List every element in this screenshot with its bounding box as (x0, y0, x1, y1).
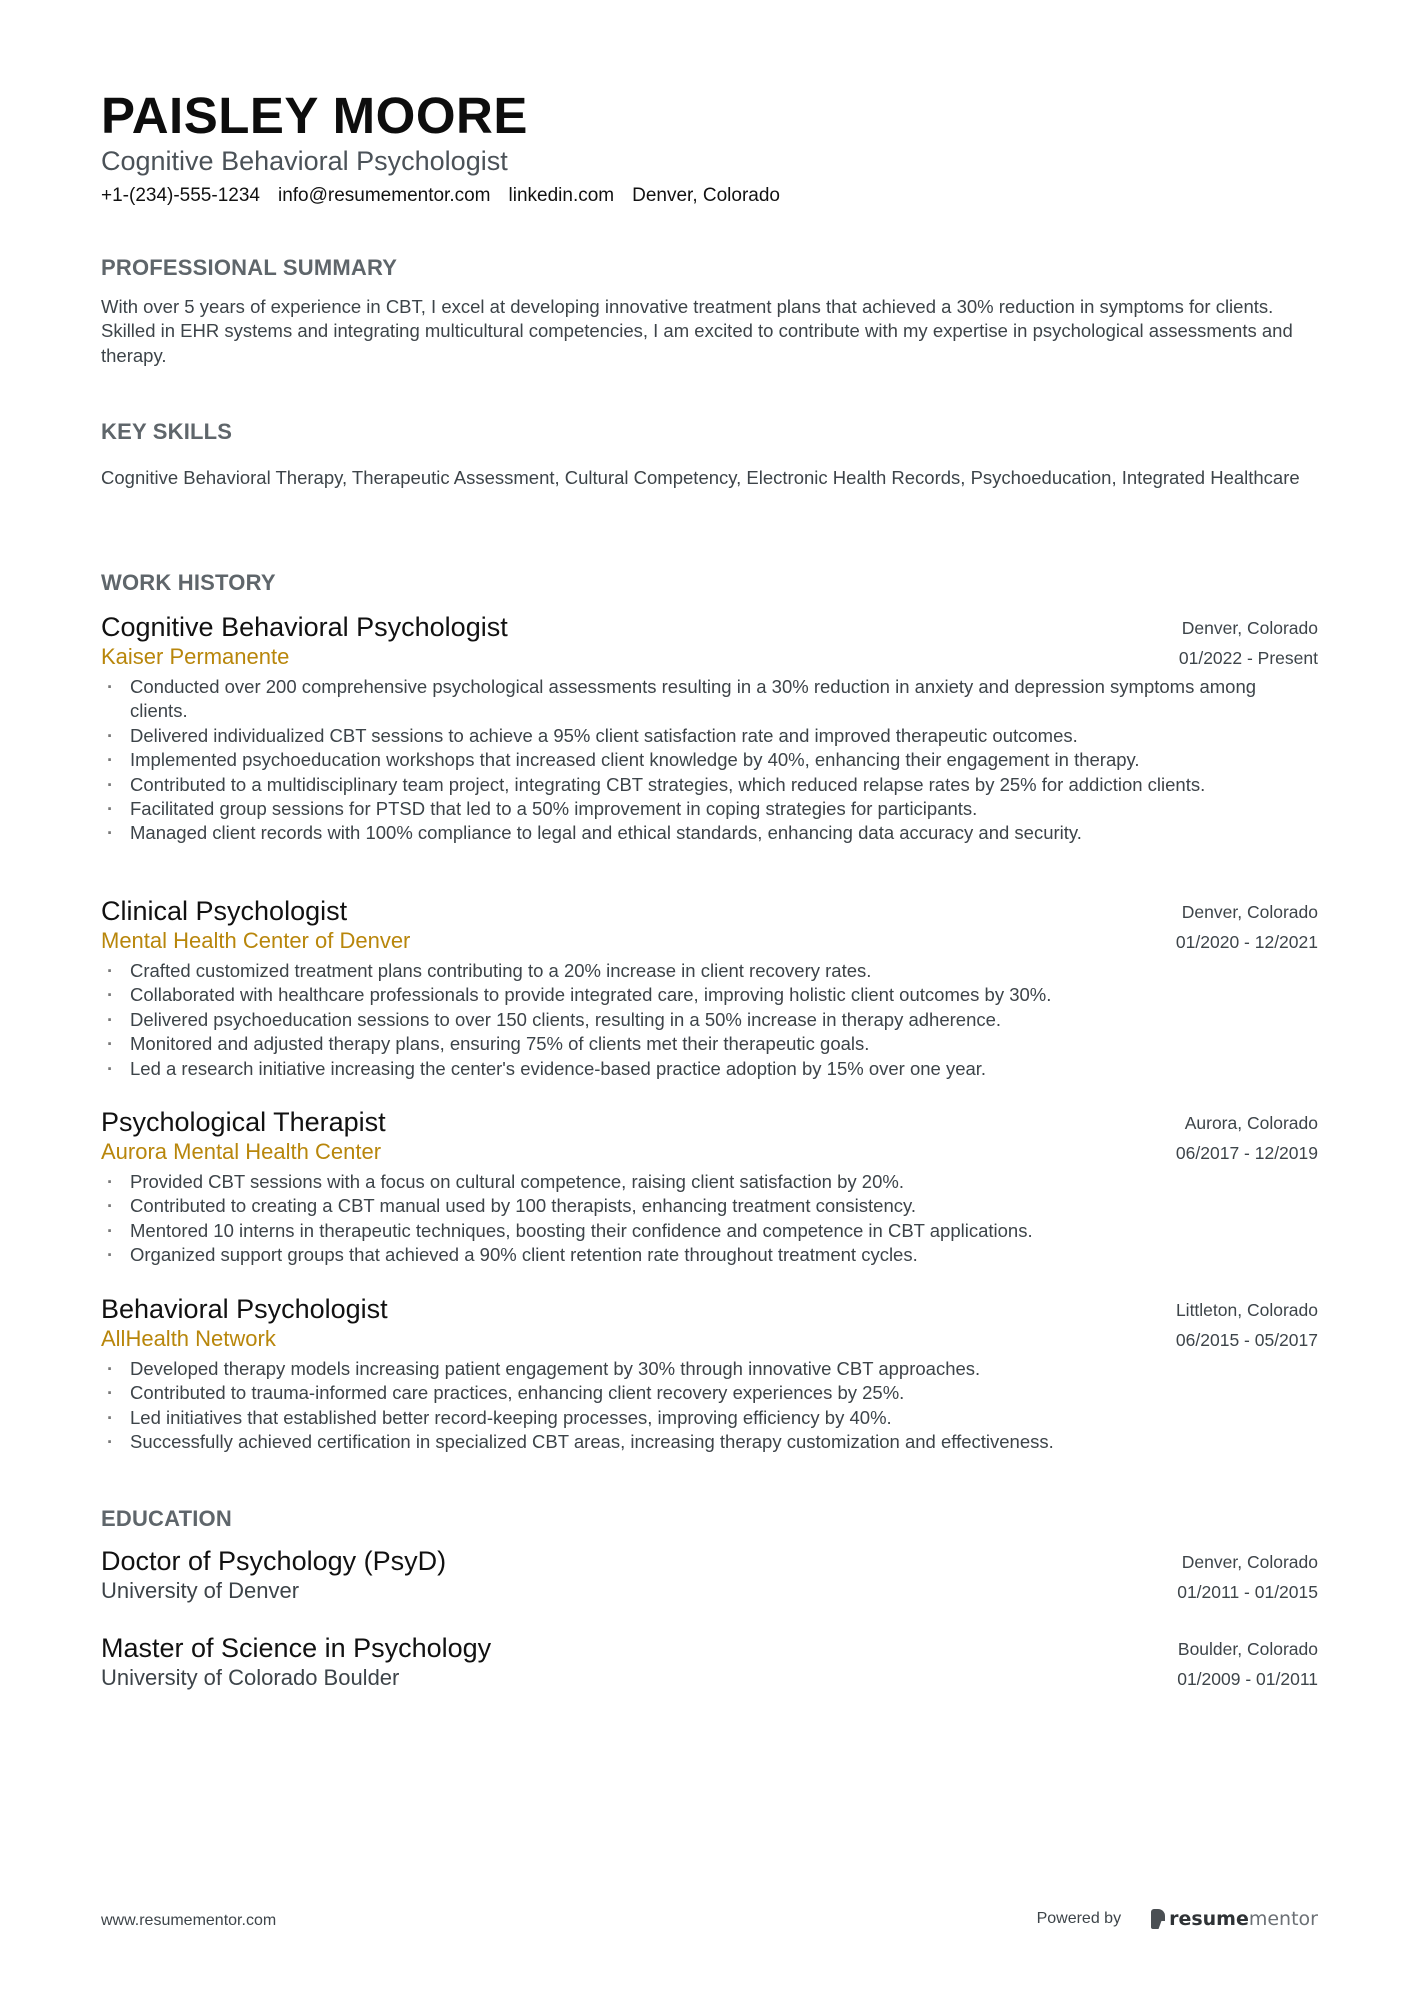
job-bullets (101, 675, 1318, 846)
section-heading-summary: PROFESSIONAL SUMMARY (101, 255, 398, 280)
section-heading-work: WORK HISTORY (101, 570, 276, 595)
contact-linkedin[interactable]: linkedin.com (508, 185, 615, 206)
job-bullet: · Conducted over 200 comprehensive psychological assessments resulting in a 30% reduction in anxiety and depression symptoms among clients. (101, 675, 1301, 724)
degree: Doctor of Psychology (PsyD) (101, 1546, 447, 1576)
education-entry (101, 1545, 1318, 1605)
school: University of Colorado Boulder (101, 1665, 400, 1690)
job-bullets (101, 1357, 1318, 1455)
job-location: Littleton, Colorado (1175, 1300, 1318, 1320)
education-entry (101, 1632, 1318, 1692)
job-entry (101, 1106, 1318, 1268)
education-dates: 01/2009 - 01/2011 (1177, 1669, 1318, 1689)
job-dates: 06/2017 - 12/2019 (1175, 1143, 1318, 1163)
footer-branding (1037, 1908, 1318, 1930)
brand-name-light: mentor (1248, 1908, 1318, 1930)
section-heading-skills: KEY SKILLS (101, 419, 233, 444)
candidate-title: Cognitive Behavioral Psychologist (101, 146, 508, 176)
job-bullet: · Organized support groups that achieved a 90% client retention rate throughout treatment cycles. (101, 1243, 1301, 1267)
job-bullet: · Contributed to trauma-informed care practices, enhancing client recovery experiences by 25%. (101, 1381, 1301, 1405)
job-location: Denver, Colorado (1181, 902, 1318, 922)
job-dates: 01/2020 - 12/2021 (1175, 932, 1318, 952)
job-bullet: · Managed client records with 100% compliance to legal and ethical standards, enhancing data accuracy and security. (101, 821, 1301, 845)
job-bullet: · Collaborated with healthcare professionals to provide integrated care, improving holistic client outcomes by 30%. (101, 983, 1301, 1007)
job-bullet: · Led initiatives that established better record-keeping processes, improving efficiency by 40%. (101, 1406, 1301, 1430)
job-dates: 06/2015 - 05/2017 (1175, 1330, 1318, 1350)
job-dates: 01/2022 - Present (1178, 648, 1318, 668)
candidate-name: PAISLEY MOORE (101, 87, 528, 144)
education-location: Boulder, Colorado (1177, 1639, 1318, 1659)
job-bullet: · Delivered psychoeducation sessions to over 150 clients, resulting in a 50% increase in therapy adherence. (101, 1008, 1301, 1032)
job-bullets (101, 1170, 1318, 1268)
contact-location: Denver, Colorado (632, 185, 780, 206)
job-entry (101, 895, 1318, 1081)
job-bullet: · Mentored 10 interns in therapeutic techniques, boosting their confidence and competence in CBT applications. (101, 1219, 1301, 1243)
footer-website-link[interactable]: www.resumementor.com (101, 1912, 277, 1929)
contact-row (101, 184, 780, 208)
job-entry (101, 611, 1318, 846)
job-bullet: · Facilitated group sessions for PTSD that led to a 50% improvement in coping strategies for participants. (101, 797, 1301, 821)
job-title: Behavioral Psychologist (101, 1294, 388, 1324)
resumementor-logo-icon (1151, 1909, 1165, 1929)
school: University of Denver (101, 1578, 300, 1603)
section-heading-education: EDUCATION (101, 1506, 232, 1531)
job-bullet: · Monitored and adjusted therapy plans, ensuring 75% of clients met their therapeutic goals. (101, 1032, 1301, 1056)
job-bullet: · Led a research initiative increasing the center's evidence-based practice adoption by 15% over one year. (101, 1057, 1301, 1081)
job-bullet: · Implemented psychoeducation workshops that increased client knowledge by 40%, enhancing their engagement in therapy. (101, 748, 1301, 772)
education-dates: 01/2011 - 01/2015 (1177, 1582, 1318, 1602)
contact-phone[interactable]: +1-(234)-555-1234 (101, 185, 260, 206)
job-location: Denver, Colorado (1181, 618, 1318, 638)
job-bullet: · Contributed to a multidisciplinary team project, integrating CBT strategies, which reduced relapse rates by 25% for addiction clients. (101, 773, 1301, 797)
job-company: Kaiser Permanente (101, 644, 290, 669)
job-title: Psychological Therapist (101, 1107, 386, 1137)
resumementor-logo[interactable] (1151, 1908, 1318, 1930)
job-entry (101, 1293, 1318, 1455)
job-location: Aurora, Colorado (1184, 1113, 1318, 1133)
job-company: AllHealth Network (101, 1326, 276, 1351)
job-bullet: · Provided CBT sessions with a focus on cultural competence, raising client satisfaction by 20%. (101, 1170, 1301, 1194)
job-bullet: · Contributed to creating a CBT manual used by 100 therapists, enhancing treatment consistency. (101, 1194, 1301, 1218)
education-location: Denver, Colorado (1181, 1552, 1318, 1572)
job-bullet: · Crafted customized treatment plans contributing to a 20% increase in client recovery rates. (101, 959, 1301, 983)
job-bullet: · Developed therapy models increasing patient engagement by 30% through innovative CBT approaches. (101, 1357, 1301, 1381)
contact-email[interactable]: info@resumementor.com (277, 185, 491, 206)
job-bullet: · Successfully achieved certification in specialized CBT areas, increasing therapy customization and effectiveness. (101, 1430, 1301, 1454)
job-company: Mental Health Center of Denver (101, 928, 411, 953)
job-title: Clinical Psychologist (101, 896, 348, 926)
skills-text: Cognitive Behavioral Therapy, Therapeutic Assessment, Cultural Competency, Electronic Health Records, Psychoeducation, Integrated Healthcare (101, 467, 1300, 488)
summary-text: With over 5 years of experience in CBT, I excel at developing innovative treatment plans that achieved a 30% reduction in symptoms for clients. Skilled in EHR systems and integrating multicultural competencies, I am excited to contribute with my expertise in psychological assessments and therapy. (101, 296, 1293, 366)
brand-name-bold: resume (1169, 1908, 1249, 1930)
job-title: Cognitive Behavioral Psychologist (101, 612, 508, 642)
job-company: Aurora Mental Health Center (101, 1139, 382, 1164)
degree: Master of Science in Psychology (101, 1633, 492, 1663)
powered-by-label: Powered by (1036, 1910, 1122, 1927)
job-bullet: · Delivered individualized CBT sessions to achieve a 95% client satisfaction rate and improved therapeutic outcomes. (101, 724, 1301, 748)
job-bullets (101, 959, 1318, 1081)
